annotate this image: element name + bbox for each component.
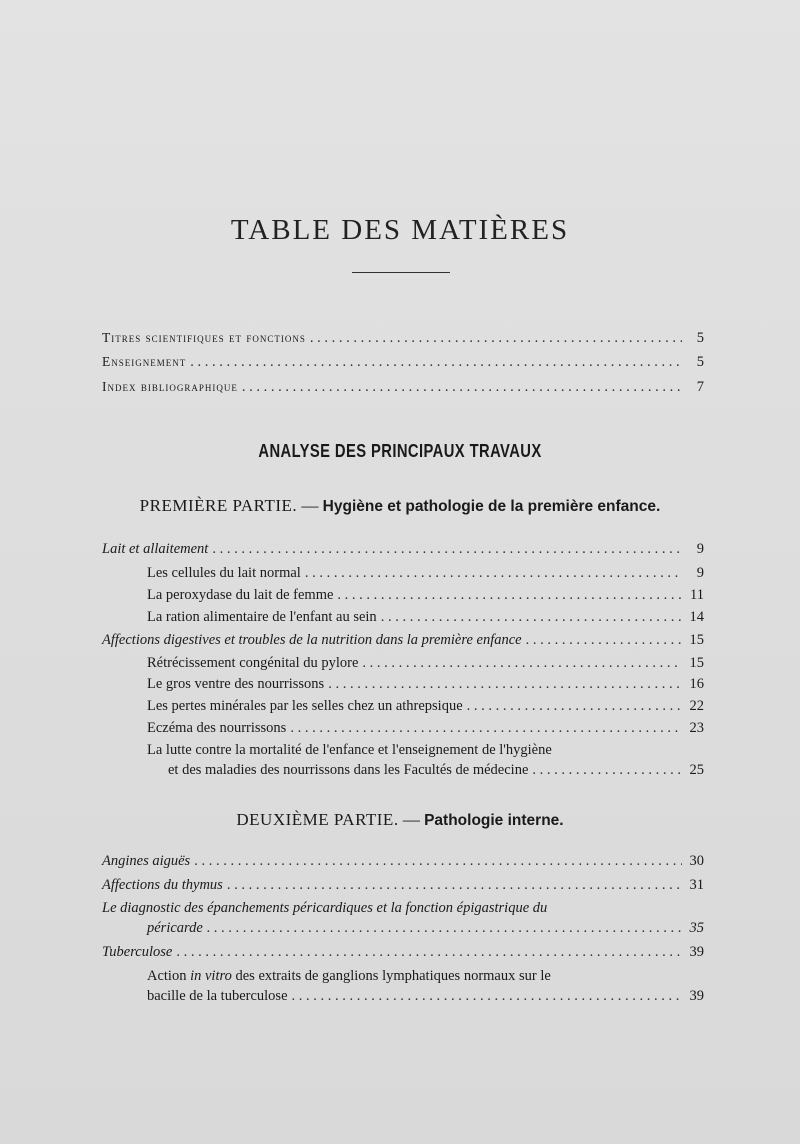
toc-entry[interactable] <box>102 877 704 899</box>
toc-entry-label: Lait et allaitement <box>102 541 209 557</box>
toc-entry-label: et des maladies des nourrissons dans les Facultés de médecine <box>168 762 529 778</box>
toc-entry-page: 15 <box>689 655 704 671</box>
toc-entry-page: 7 <box>696 379 704 395</box>
toc-entry[interactable] <box>147 720 704 742</box>
toc-entry-page: 5 <box>696 330 704 346</box>
toc-entry-page: 23 <box>689 720 704 736</box>
toc-entry-label: péricarde <box>147 920 203 936</box>
toc-entry[interactable] <box>147 609 704 631</box>
toc-entry-page: 9 <box>696 565 704 581</box>
part-two-dash: — <box>402 810 420 829</box>
part-two-subtitle: Pathologie interne. <box>424 812 564 829</box>
toc-entry-page: 30 <box>689 853 704 869</box>
toc-entry-label: Affections digestives et troubles de la nutrition dans la première enfance <box>102 632 522 648</box>
leader-dots <box>328 676 682 693</box>
leader-dots <box>207 920 682 937</box>
leader-dots <box>362 655 682 672</box>
leader-dots <box>467 698 682 715</box>
toc-entry[interactable] <box>147 698 704 720</box>
toc-entry[interactable] <box>147 920 704 942</box>
toc-entry-page: 9 <box>696 541 704 557</box>
toc-entry[interactable] <box>168 762 704 784</box>
leader-dots <box>532 762 682 779</box>
leader-dots <box>292 988 682 1005</box>
toc-entry-label: bacille de la tuberculose <box>147 988 288 1004</box>
leader-dots <box>381 609 682 626</box>
toc-entry-label: Angines aiguës <box>102 853 191 869</box>
leader-dots <box>212 541 682 558</box>
leader-dots <box>290 720 682 737</box>
toc-entry-page: 39 <box>689 988 704 1004</box>
toc-entry-label: Enseignement <box>102 354 187 369</box>
toc-entry-text-italic: in vitro <box>190 968 232 984</box>
toc-entry[interactable] <box>147 587 704 609</box>
toc-entry-page: 15 <box>689 632 704 648</box>
toc-entry[interactable] <box>147 988 704 1010</box>
toc-entry-page: 14 <box>689 609 704 625</box>
toc-entry[interactable] <box>102 853 704 875</box>
analyse-heading: ANALYSE DES PRINCIPAUX TRAVAUX <box>258 441 542 461</box>
leader-dots <box>194 853 682 870</box>
toc-entry[interactable] <box>102 354 704 376</box>
toc-entry-label: La ration alimentaire de l'enfant au sein <box>147 609 377 625</box>
toc-entry-page: 16 <box>689 676 704 692</box>
toc-entry-page: 11 <box>690 587 704 603</box>
part-one-heading <box>0 496 800 516</box>
toc-entry-label: Index bibliographique <box>102 379 238 394</box>
toc-entry-label: Tuberculose <box>102 944 173 960</box>
leader-dots <box>227 877 682 894</box>
part-one-dash: — <box>301 496 319 515</box>
toc-entry-line <box>147 966 663 987</box>
toc-entry-label: Eczéma des nourrissons <box>147 720 287 736</box>
toc-entry-text: des extraits de ganglions lymphatiques normaux sur le <box>231 968 551 984</box>
leader-dots <box>526 632 682 649</box>
toc-entry-page: 31 <box>689 877 704 893</box>
toc-entry-line: La lutte contre la mortalité de l'enfance et l'enseignement de l'hygiène <box>147 742 552 758</box>
leader-dots <box>190 354 682 371</box>
toc-entry-label: Le gros ventre des nourrissons <box>147 676 325 692</box>
toc-entry-text: Action <box>147 968 191 984</box>
toc-entry[interactable] <box>147 655 704 677</box>
part-one-label: PREMIÈRE PARTIE. <box>139 496 298 515</box>
part-one-subtitle: Hygiène et pathologie de la première enfance. <box>322 498 661 515</box>
toc-entry[interactable] <box>102 541 704 563</box>
toc-entry[interactable] <box>102 632 704 654</box>
toc-entry-label: Rétrécissement congénital du pylore <box>147 655 359 671</box>
leader-dots <box>242 379 682 396</box>
leader-dots <box>310 330 682 347</box>
toc-entry[interactable] <box>102 379 704 401</box>
leader-dots <box>176 944 682 961</box>
toc-entry-label: Affections du thymus <box>102 877 223 893</box>
title-rule <box>352 272 450 273</box>
part-two-heading <box>0 810 800 830</box>
toc-entry[interactable] <box>102 330 704 352</box>
leader-dots <box>305 565 682 582</box>
toc-entry-page: 5 <box>696 354 704 370</box>
toc-entry-page: 35 <box>689 920 704 936</box>
leader-dots <box>337 587 682 604</box>
toc-entry-page: 25 <box>689 762 704 778</box>
part-two-label: DEUXIÈME PARTIE. <box>236 810 399 829</box>
toc-entry-line: Le diagnostic des épanchements péricardiques et la fonction épigastrique du <box>102 900 548 916</box>
toc-entry-page: 22 <box>689 698 704 714</box>
toc-entry-label: Titres scientifiques et fonctions <box>102 330 306 345</box>
toc-entry[interactable] <box>102 944 704 966</box>
toc-entry[interactable] <box>147 676 704 698</box>
toc-entry-label: Les cellules du lait normal <box>147 565 301 581</box>
toc-entry[interactable] <box>147 565 704 587</box>
page-title: TABLE DES MATIÈRES <box>230 214 570 246</box>
toc-entry-label: Les pertes minérales par les selles chez un athrepsique <box>147 698 463 714</box>
toc-entry-page: 39 <box>689 944 704 960</box>
toc-entry-label: La peroxydase du lait de femme <box>147 587 334 603</box>
